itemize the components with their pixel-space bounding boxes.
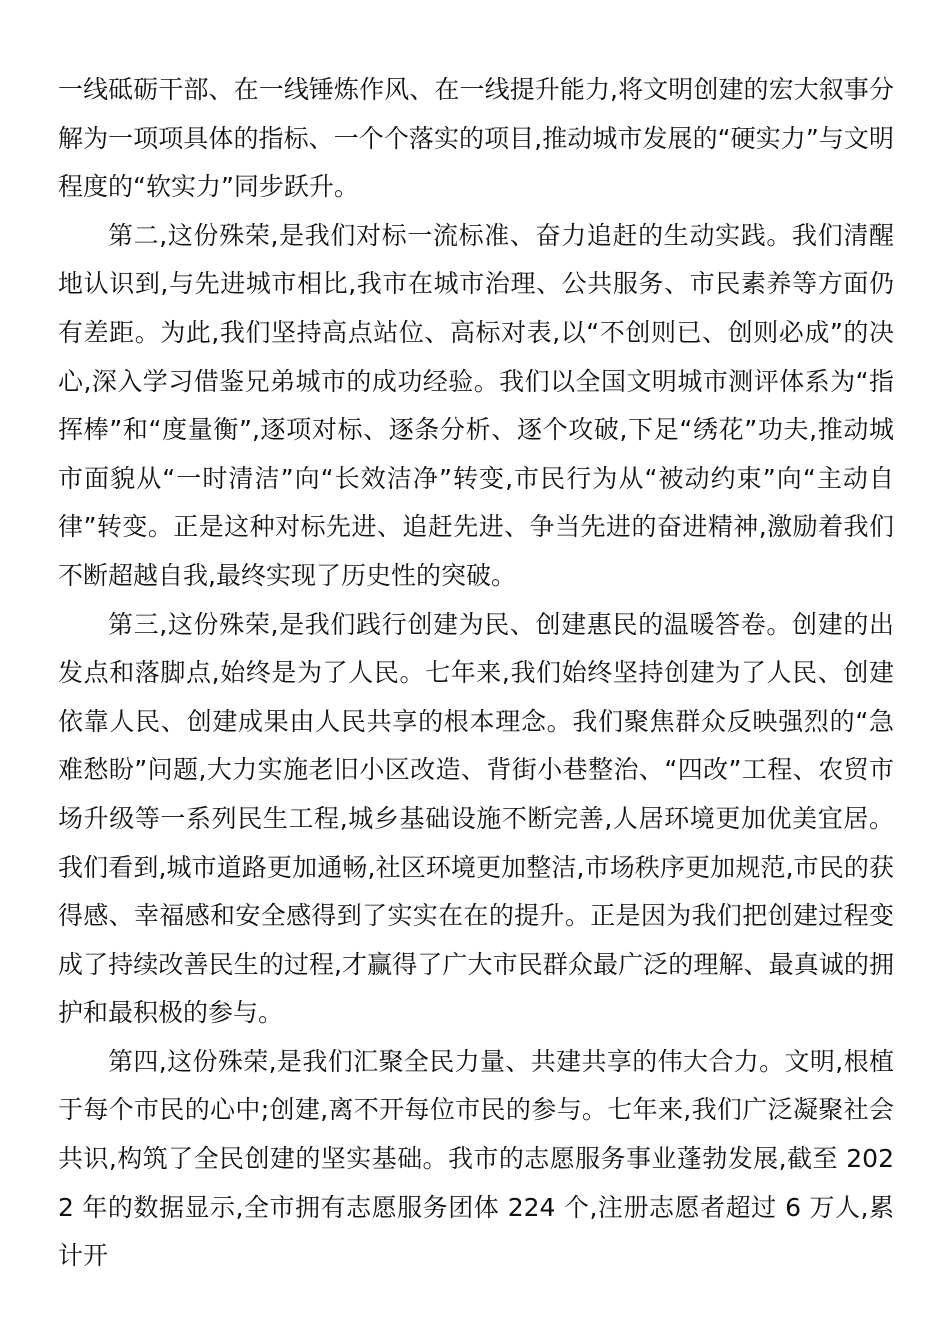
- paragraph-second-point: 第二,这份殊荣,是我们对标一流标准、奋力追赶的生动实践。我们清醒地认识到,与先进城市相比,我市在城市治理、公共服务、市民素养等方面仍有差距。为此,我们坚持高点站位、高标对表,以“不创则已、创则必成”的决心,深入学习借鉴兄弟城市的成功经验。我们以全国文明城市测评体系为“指挥棒”和“度量衡”,逐项对标、逐条分析、逐个攻破,下足“绣花”功夫,推动城市面貌从“一时清洁”向“长效洁净”转变,市民行为从“被动约束”向“主动自律”转变。正是这种对标先进、追赶先进、争当先进的奋进精神,激励着我们不断超越自我,最终实现了历史性的突破。: [58, 220, 894, 590]
- paragraph-continuation: 一线砥砺干部、在一线锤炼作风、在一线提升能力,将文明创建的宏大叙事分解为一项项具体的指标、一个个落实的项目,推动城市发展的“硬实力”与文明程度的“软实力”同步跃升。: [58, 75, 894, 202]
- document-page: [58, 66, 894, 1281]
- paragraph-third-point: 第三,这份殊荣,是我们践行创建为民、创建惠民的温暖答卷。创建的出发点和落脚点,始终是为了人民。七年来,我们始终坚持创建为了人民、创建依靠人民、创建成果由人民共享的根本理念。我们聚焦群众反映强烈的“急难愁盼”问题,大力实施老旧小区改造、背街小巷整治、“四改”工程、农贸市场升级等一系列民生工程,城乡基础设施不断完善,人居环境更加优美宜居。我们看到,城市道路更加通畅,社区环境更加整洁,市场秩序更加规范,市民的获得感、幸福感和安全感得到了实实在在的提升。正是因为我们把创建过程变成了持续改善民生的过程,才赢得了广大市民群众最广泛的理解、最真诚的拥护和最积极的参与。: [58, 609, 894, 1028]
- paragraph-fourth-point: 第四,这份殊荣,是我们汇聚全民力量、共建共享的伟大合力。文明,根植于每个市民的心中;创建,离不开每位市民的参与。七年来,我们广泛凝聚社会共识,构筑了全民创建的坚实基础。我市的志愿服务事业蓬勃发展,截至 2022 年的数据显示,全市拥有志愿服务团体 224 个,注册志愿者超过 6 万人,累计开: [58, 1046, 894, 1271]
